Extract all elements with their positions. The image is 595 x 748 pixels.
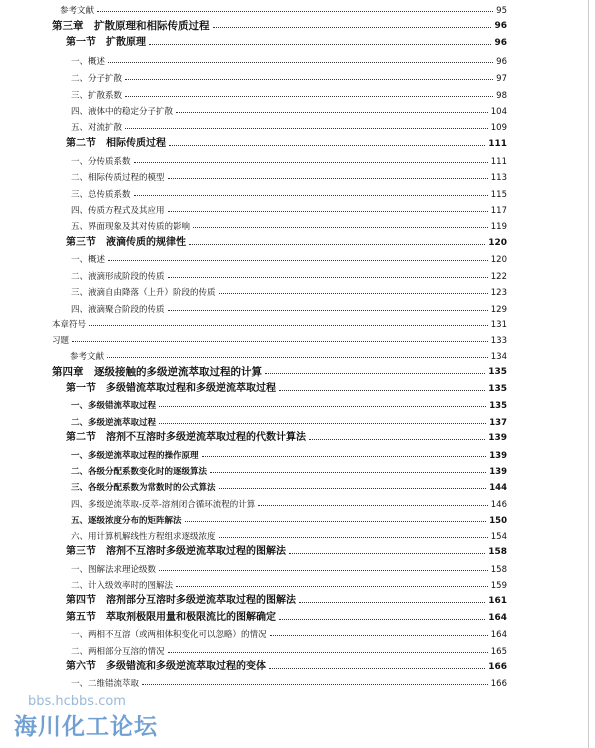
toc-title: 二、分子扩散 [71,73,123,84]
toc-page-number: 158 [490,564,507,575]
toc-page-number: 166 [490,678,507,689]
toc-title: 第三节 液滴传质的规律性 [66,237,186,248]
leader-dots [159,423,486,424]
toc-title: 第五节 萃取剂极限用量和极限流比的图解确定 [66,612,276,623]
toc-title: 第二节 溶剂不互溶时多级逆流萃取过程的代数计算法 [66,432,306,443]
toc-section-4-4[interactable] [0,588,595,606]
toc-item[interactable] [0,670,595,688]
leader-dots [299,602,485,603]
toc-title: 二、计入级效率时的图解法 [71,580,174,591]
toc-page-number: 164 [490,629,507,640]
leader-dots [168,211,488,212]
toc-item[interactable] [0,279,595,297]
toc-title: 二、两相部分互溶的情况 [71,646,165,657]
watermark-logo-text: 海川化工论坛 [14,714,158,740]
leader-dots [107,357,488,358]
toc-title: 第四章 逐级接触的多级逆流萃取过程的计算 [52,365,262,378]
toc-page-number: 122 [490,271,507,282]
leader-dots [265,373,485,374]
toc-title: 一、图解法求理论级数 [71,564,157,575]
toc-page-number: 158 [488,547,507,557]
toc-title: 一、多级逆流萃取过程的操作原理 [71,450,199,461]
toc-page-number: 96 [494,21,507,31]
toc-section-4-3[interactable] [0,539,595,557]
toc-section-3-1[interactable] [0,30,595,48]
toc-title: 四、液体中的稳定分子扩散 [71,106,174,117]
toc-title: 三、液滴自由降落（上升）阶段的传质 [71,287,216,298]
toc-page-number: 164 [488,613,507,623]
toc-page-number: 165 [490,646,507,657]
leader-dots [108,260,488,261]
toc-page-number: 144 [489,482,507,493]
leader-dots [289,553,485,554]
toc-page-number: 109 [490,122,507,133]
toc-title: 三、扩散系数 [71,90,123,101]
leader-dots [270,635,488,636]
toc-title: 本章符号 [52,319,87,330]
toc-item[interactable] [0,621,595,639]
leader-dots [279,619,485,620]
toc-page-number: 119 [490,221,507,232]
leader-dots [89,325,488,326]
leader-dots [258,505,488,506]
leader-dots [134,195,488,196]
toc-page-number: 123 [490,287,507,298]
toc-page-number: 104 [490,106,507,117]
leader-dots [176,586,488,587]
toc-item[interactable] [0,392,595,410]
leader-dots [219,488,487,489]
toc-title: 四、液滴聚合阶段的传质 [71,304,165,315]
toc-page-number: 154 [490,531,507,542]
leader-dots [159,570,488,571]
toc-title: 二、相际传质过程的模型 [71,172,165,183]
leader-dots [210,472,486,473]
leader-dots [169,145,485,146]
toc-page-number: 96 [494,38,507,48]
scan-edge-line [588,0,589,748]
leader-dots [202,456,487,457]
toc-item[interactable] [0,213,595,231]
leader-dots [72,341,488,342]
toc-item[interactable] [0,114,595,132]
leader-dots [168,277,488,278]
toc-page-number: 139 [489,450,507,461]
toc-page-number: 134 [490,351,507,362]
toc-title: 第二节 相际传质过程 [66,138,166,149]
leader-dots [168,652,488,653]
leader-dots [309,439,485,440]
toc-title: 第一节 扩散原理 [66,37,146,48]
toc-title: 二、多级逆流萃取过程 [71,417,157,428]
toc-page-number: 97 [496,73,507,84]
toc-page-number: 135 [489,400,507,411]
leader-dots [193,227,488,228]
toc-item[interactable] [0,246,595,264]
toc-title: 第三章 扩散原理和相际传质过程 [52,19,210,32]
toc-page-number: 135 [488,367,507,377]
toc-title: 四、多级逆流萃取-反萃-溶剂闭合循环流程的计算 [71,499,256,510]
toc-title: 参考文献 [60,5,95,16]
leader-dots [269,668,485,669]
toc-title: 一、二维错流萃取 [71,678,140,689]
leader-dots [125,96,493,97]
leader-dots [134,162,488,163]
leader-dots [168,178,488,179]
toc-page-number: 146 [490,499,507,510]
toc-title: 三、总传质系数 [71,189,131,200]
toc-title: 二、液滴形成阶段的传质 [71,271,165,282]
toc-page-number: 120 [488,238,507,248]
toc-title: 一、分传质系数 [71,156,131,167]
toc-section-3-2[interactable] [0,131,595,149]
toc-title: 第六节 多级错流和多级逆流萃取过程的变体 [66,661,266,672]
leader-dots [189,244,485,245]
leader-dots [219,537,488,538]
toc-item[interactable] [0,164,595,182]
toc-title: 五、逐级浓度分布的矩阵解法 [71,515,182,526]
leader-dots [149,44,491,45]
toc-title: 五、对流扩散 [71,122,123,133]
leader-dots [125,79,493,80]
toc-page-number: 159 [490,580,507,591]
toc-page-number: 137 [489,417,507,428]
toc-page-number: 111 [490,156,507,167]
toc-page-number: 98 [496,90,507,101]
toc-title: 参考文献 [70,351,105,362]
leader-dots [108,62,493,63]
toc-title: 三、各级分配系数为常数时的公式算法 [71,482,216,493]
toc-title: 一、概述 [71,56,106,67]
toc-title: 一、多级错流萃取过程 [71,400,157,411]
leader-dots [213,27,492,28]
leader-dots [185,521,487,522]
toc-page-number: 161 [488,596,507,606]
toc-title: 一、两相不互溶（或两相体积变化可以忽略）的情况 [71,629,267,640]
toc-title: 第三节 溶剂不互溶时多级逆流萃取过程的图解法 [66,546,286,557]
leader-dots [176,112,488,113]
leader-dots [279,390,485,391]
leader-dots [142,684,488,685]
toc-page-number: 133 [490,335,507,346]
toc-page-number: 111 [488,139,507,149]
toc-page-number: 131 [490,319,507,330]
leader-dots [219,293,488,294]
toc-chapter-4[interactable] [0,359,595,377]
leader-dots [159,406,486,407]
toc-page-number: 96 [496,56,507,67]
toc-section-4-2[interactable] [0,425,595,443]
toc-title: 习题 [52,335,70,346]
toc-page-number: 113 [490,172,507,183]
toc-title: 六、用计算机解线性方程组求逐级浓度 [71,531,216,542]
toc-page-number: 139 [489,466,507,477]
toc-title: 一、概述 [71,254,106,265]
toc-page-number: 115 [490,189,507,200]
toc-page-number: 120 [490,254,507,265]
toc-title: 二、各级分配系数变化时的逐级算法 [71,466,208,477]
toc-title: 四、传质方程式及其应用 [71,205,165,216]
toc-item[interactable] [0,474,595,492]
toc-item[interactable] [0,65,595,83]
toc-page-number: 95 [496,5,507,16]
toc-title: 五、界面现象及其对传质的影响 [71,221,191,232]
toc-page-number: 139 [488,433,507,443]
toc-item[interactable] [0,48,595,66]
leader-dots [125,128,488,129]
watermark-url: bbs.hcbbs.com [28,694,126,709]
leader-dots [97,11,493,12]
toc-title: 第四节 溶剂部分互溶时多级逆流萃取过程的图解法 [66,595,296,606]
toc-page-number: 166 [488,662,507,672]
toc-title: 第一节 多级错流萃取过程和多级逆流萃取过程 [66,383,276,394]
toc-page-number: 117 [490,205,507,216]
toc-chapter-3[interactable] [0,13,595,31]
toc-page-number: 150 [489,515,507,526]
toc-page-number: 135 [488,384,507,394]
toc-page-number: 129 [490,304,507,315]
